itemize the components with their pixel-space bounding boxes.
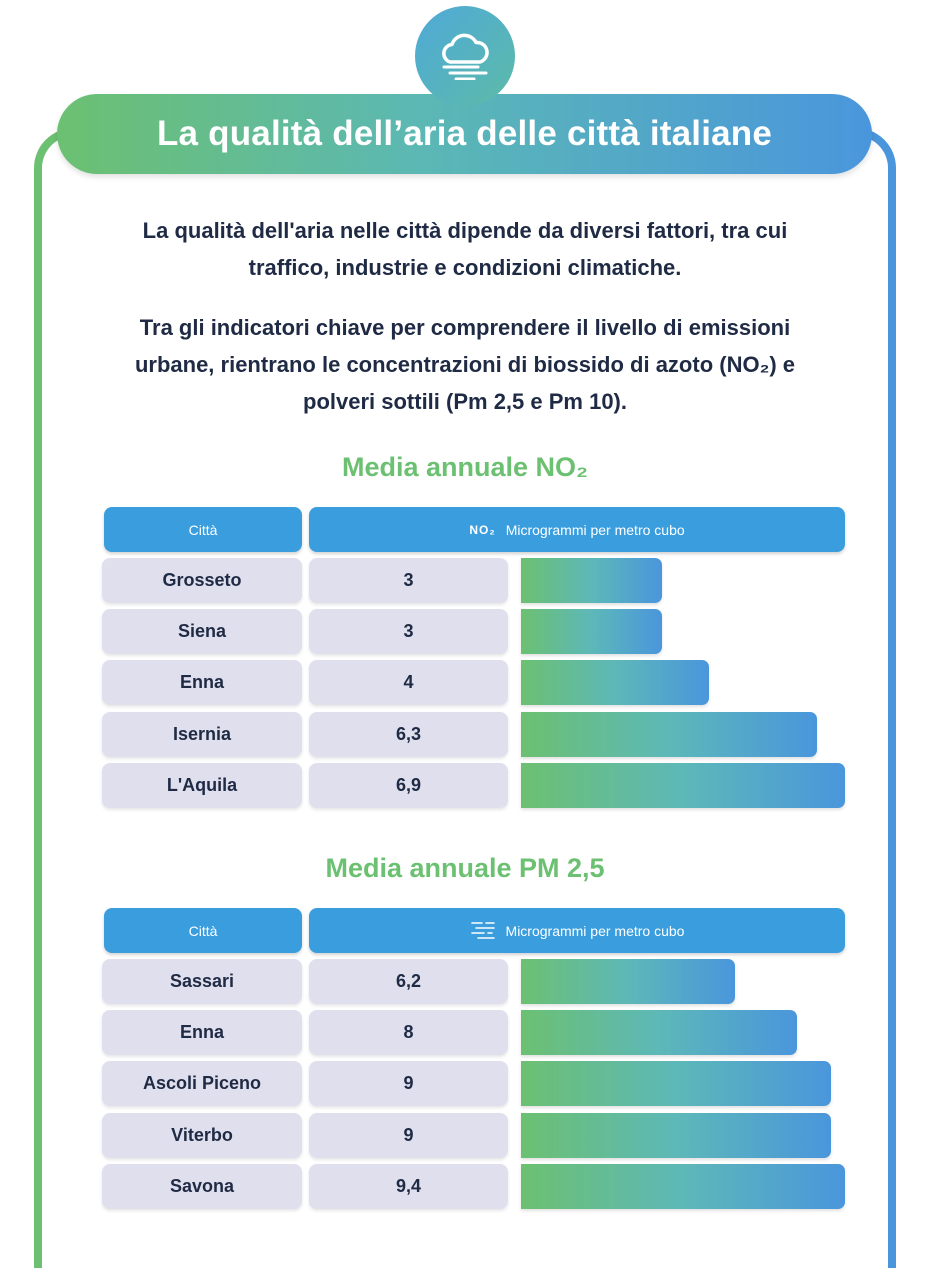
data-label: 4: [309, 660, 508, 705]
category-label: Enna: [102, 1010, 302, 1055]
category-label: Isernia: [102, 712, 302, 757]
category-label: L'Aquila: [102, 763, 302, 808]
bar: [521, 609, 662, 654]
cloud-fog-icon: [415, 6, 515, 106]
chart-title-pm25: Media annuale PM 2,5: [325, 853, 605, 883]
bar: [521, 1164, 845, 1209]
frame-right-border: [856, 128, 896, 1268]
data-label: 8: [309, 1010, 508, 1055]
data-label: 6,2: [309, 959, 508, 1004]
bar: [521, 558, 662, 603]
category-label: Savona: [102, 1164, 302, 1209]
column-header-unit: [309, 507, 845, 552]
no2-icon: NO₂: [469, 522, 496, 537]
bar: [521, 1113, 831, 1158]
cloud-fog-icon-svg: [438, 32, 492, 80]
category-label: Viterbo: [102, 1113, 302, 1158]
category-label: Siena: [102, 609, 302, 654]
data-label: 3: [309, 558, 508, 603]
category-label: Enna: [102, 660, 302, 705]
data-label: 6,3: [309, 712, 508, 757]
data-label: 9: [309, 1113, 508, 1158]
data-label: 9: [309, 1061, 508, 1106]
column-header-city: [104, 908, 302, 953]
column-header-city-label: Città: [188, 521, 218, 538]
bar: [521, 959, 735, 1004]
column-header-unit: [309, 908, 845, 953]
bar: [521, 712, 817, 757]
bar: [521, 1061, 831, 1106]
intro-paragraph-2: Tra gli indicatori chiave per comprendere il livello di emissioni urbane, rientrano le concentrazioni di biossido di azoto (NO₂) e polveri sottili (Pm 2,5 e Pm 10).: [134, 315, 796, 414]
data-label: 3: [309, 609, 508, 654]
bar: [521, 660, 709, 705]
column-header-city-label: Città: [188, 922, 218, 939]
data-label: 9,4: [309, 1164, 508, 1209]
category-label: Ascoli Piceno: [102, 1061, 302, 1106]
category-label: Sassari: [102, 959, 302, 1004]
bar: [521, 763, 845, 808]
chart-title-no2: Media annuale NO₂: [341, 452, 589, 482]
intro-paragraph-1: La qualità dell'aria nelle città dipende da diversi fattori, tra cui traffico, industrie e condizioni climatiche.: [142, 218, 788, 280]
frame-left-border: [34, 128, 74, 1268]
particulate-icon: [470, 920, 496, 942]
bar: [521, 1010, 797, 1055]
data-label: 6,9: [309, 763, 508, 808]
column-header-city: [104, 507, 302, 552]
column-header-unit-label: Microgrammi per metro cubo: [505, 922, 685, 939]
page-title: La qualità dell’aria delle città italiane: [156, 114, 773, 153]
category-label: Grosseto: [102, 558, 302, 603]
title-banner: [57, 94, 872, 174]
column-header-unit-label: Microgrammi per metro cubo: [505, 521, 685, 538]
